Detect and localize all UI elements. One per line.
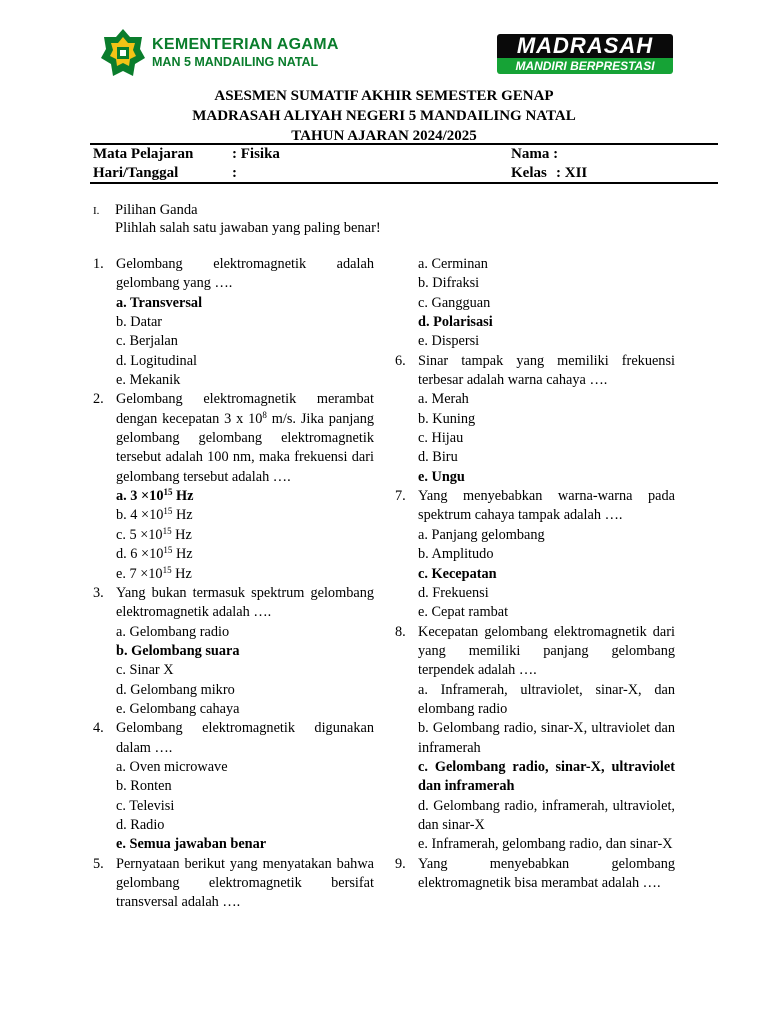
- question-text: Gelombang elektromagnetik digunakan dalam ….: [116, 720, 374, 756]
- exponent: 15: [163, 487, 173, 498]
- option-a: a. Merah: [418, 391, 469, 408]
- unit: Hz: [171, 526, 192, 543]
- question-4: [93, 719, 374, 758]
- option-b: [93, 506, 374, 525]
- option-a: a. Cerminan: [418, 256, 488, 272]
- badge-bottom-text: MANDIRI BERPRESTASI: [497, 58, 673, 74]
- org-line-2: MAN 5 MANDAILING NATAL: [152, 55, 319, 69]
- instruction: Plihlah salah satu jawaban yang paling benar!: [115, 220, 381, 236]
- unit: Hz: [172, 546, 193, 563]
- option-c: c. Gangguan: [418, 294, 491, 311]
- option-text: e. 7 ×10: [116, 565, 163, 582]
- option-e: e. Dispersi: [418, 333, 480, 350]
- option-b: b. Kuning: [418, 410, 476, 427]
- question-text: Yang menyebabkan warna-warna pada spektrum cahaya tampak adalah ….: [418, 488, 675, 524]
- option-b: b. Gelombang suara: [116, 642, 240, 659]
- question-7: [395, 487, 675, 526]
- question-text: Pernyataan berikut yang menyatakan bahwa gelombang elektromagnetik bersifat transversal adalah ….: [116, 855, 374, 911]
- option-text: b. 4 ×10: [116, 507, 164, 524]
- exponent: 15: [163, 545, 173, 556]
- question-number: 6.: [395, 352, 406, 369]
- organization-name: [152, 36, 339, 70]
- option-text: a. 3 ×10: [116, 488, 164, 505]
- question-text: [116, 390, 374, 487]
- option-b: b. Gelombang radio, sinar-X, ultraviolet dan inframerah: [418, 720, 675, 756]
- option-a: a. Inframerah, ultraviolet, sinar-X, dan elombang radio: [418, 681, 675, 717]
- question-text-part: Gelombang elektromagnetik merambat dengan kecepatan 3 x 10: [116, 391, 374, 427]
- question-5: [93, 855, 374, 913]
- question-number: 3.: [93, 584, 104, 601]
- left-column: [93, 255, 374, 913]
- option-b: b. Amplitudo: [418, 546, 494, 563]
- option-c: c. Berjalan: [116, 333, 178, 350]
- title-line-1: ASESMEN SUMATIF AKHIR SEMESTER GENAP: [214, 88, 554, 104]
- option-d: d. Gelombang radio, inframerah, ultraviolet, dan sinar-X: [418, 797, 675, 833]
- section-title: Pilihan Ganda: [115, 202, 198, 218]
- question-number: 4.: [93, 720, 104, 737]
- option-c: c. Sinar X: [116, 662, 174, 679]
- question-number: 9.: [395, 855, 406, 872]
- option-c: c. Kecepatan: [418, 565, 497, 582]
- exponent: 15: [162, 564, 172, 575]
- question-6: [395, 352, 675, 391]
- option-c: c. Hijau: [418, 430, 464, 447]
- option-b: b. Difraksi: [418, 275, 480, 292]
- exponent: 15: [163, 506, 173, 517]
- option-e: e. Cepat rambat: [418, 604, 509, 621]
- unit: Hz: [172, 488, 194, 505]
- date-label: Hari/Tanggal: [93, 165, 179, 181]
- badge-top-text: MADRASAH: [497, 34, 673, 58]
- option-d: d. Polarisasi: [418, 314, 493, 331]
- option-a: a. Oven microwave: [116, 758, 228, 775]
- exponent: 15: [162, 525, 172, 536]
- title-line-3: TAHUN AJARAN 2024/2025: [291, 128, 477, 144]
- question-number: 7.: [395, 488, 406, 505]
- question-2: [93, 390, 374, 487]
- question-number: 1.: [93, 256, 104, 272]
- class-label: Kelas: [511, 165, 547, 181]
- document-title: [0, 86, 768, 146]
- question-9: [395, 855, 675, 894]
- option-d: d. Frekuensi: [418, 584, 489, 601]
- question-number: 8.: [395, 623, 406, 640]
- option-c: c. Gelombang radio, sinar-X, ultraviolet dan inframerah: [418, 758, 675, 795]
- option-e: e. Mekanik: [116, 372, 181, 389]
- title-line-2: MADRASAH ALIYAH NEGERI 5 MANDAILING NATAL: [192, 108, 576, 124]
- kemenag-logo-icon: [100, 28, 146, 78]
- question-text: Gelombang elektromagnetik adalah gelombang yang ….: [116, 256, 374, 292]
- subject-value: : Fisika: [232, 146, 280, 162]
- option-e: [93, 565, 374, 584]
- option-a: a. Panjang gelombang: [418, 526, 545, 543]
- question-text-part: m/s. Jika panjang gelombang gelombang elektromagnetik tersebut adalah 100 nm, maka frekuensi dari gelombang tersebut adalah ….: [116, 410, 374, 485]
- option-d: [93, 545, 374, 564]
- question-text: Kecepatan gelombang elektromagnetik dari yang memiliki panjang gelombang terpendek adalah ….: [418, 623, 675, 679]
- org-line-1: KEMENTERIAN AGAMA: [152, 36, 339, 53]
- option-e: e. Gelombang cahaya: [116, 700, 240, 717]
- option-d: d. Biru: [418, 449, 458, 466]
- option-text: c. 5 ×10: [116, 526, 163, 543]
- question-3: [93, 584, 374, 623]
- option-c: c. Televisi: [116, 797, 175, 814]
- subject-label: Mata Pelajaran: [93, 146, 194, 162]
- divider-bottom: [90, 182, 718, 184]
- question-text: Sinar tampak yang memiliki frekuensi terbesar adalah warna cahaya ….: [418, 352, 675, 389]
- unit: Hz: [172, 507, 193, 524]
- option-e: e. Inframerah, gelombang radio, dan sinar-X: [418, 836, 673, 853]
- question-text: Yang menyebabkan gelombang elektromagnetik bisa merambat adalah ….: [418, 855, 675, 891]
- section-number: I.: [93, 205, 100, 217]
- option-b: b. Ronten: [116, 778, 172, 795]
- option-e: e. Ungu: [418, 468, 465, 485]
- option-c: [93, 526, 374, 545]
- date-value: :: [232, 165, 237, 181]
- question-1: [93, 255, 374, 294]
- name-label: Nama :: [511, 146, 559, 162]
- question-number: 5.: [93, 855, 104, 872]
- option-d: d. Gelombang mikro: [116, 681, 235, 698]
- option-text: d. 6 ×10: [116, 546, 164, 563]
- option-a: a. Gelombang radio: [116, 623, 230, 640]
- option-b: b. Datar: [116, 314, 163, 331]
- option-e: e. Semua jawaban benar: [116, 836, 267, 853]
- option-a: [93, 487, 374, 506]
- option-d: d. Radio: [116, 816, 165, 833]
- question-8: [395, 623, 675, 681]
- option-d: d. Logitudinal: [116, 352, 198, 369]
- madrasah-badge: [497, 34, 673, 74]
- class-value: : XII: [556, 165, 588, 181]
- question-number: 2.: [93, 391, 104, 408]
- exponent: 8: [262, 409, 267, 420]
- question-text: Yang bukan termasuk spektrum gelombang elektromagnetik adalah ….: [116, 584, 374, 621]
- unit: Hz: [171, 565, 192, 582]
- right-column: [395, 255, 675, 893]
- option-a: a. Transversal: [116, 294, 203, 311]
